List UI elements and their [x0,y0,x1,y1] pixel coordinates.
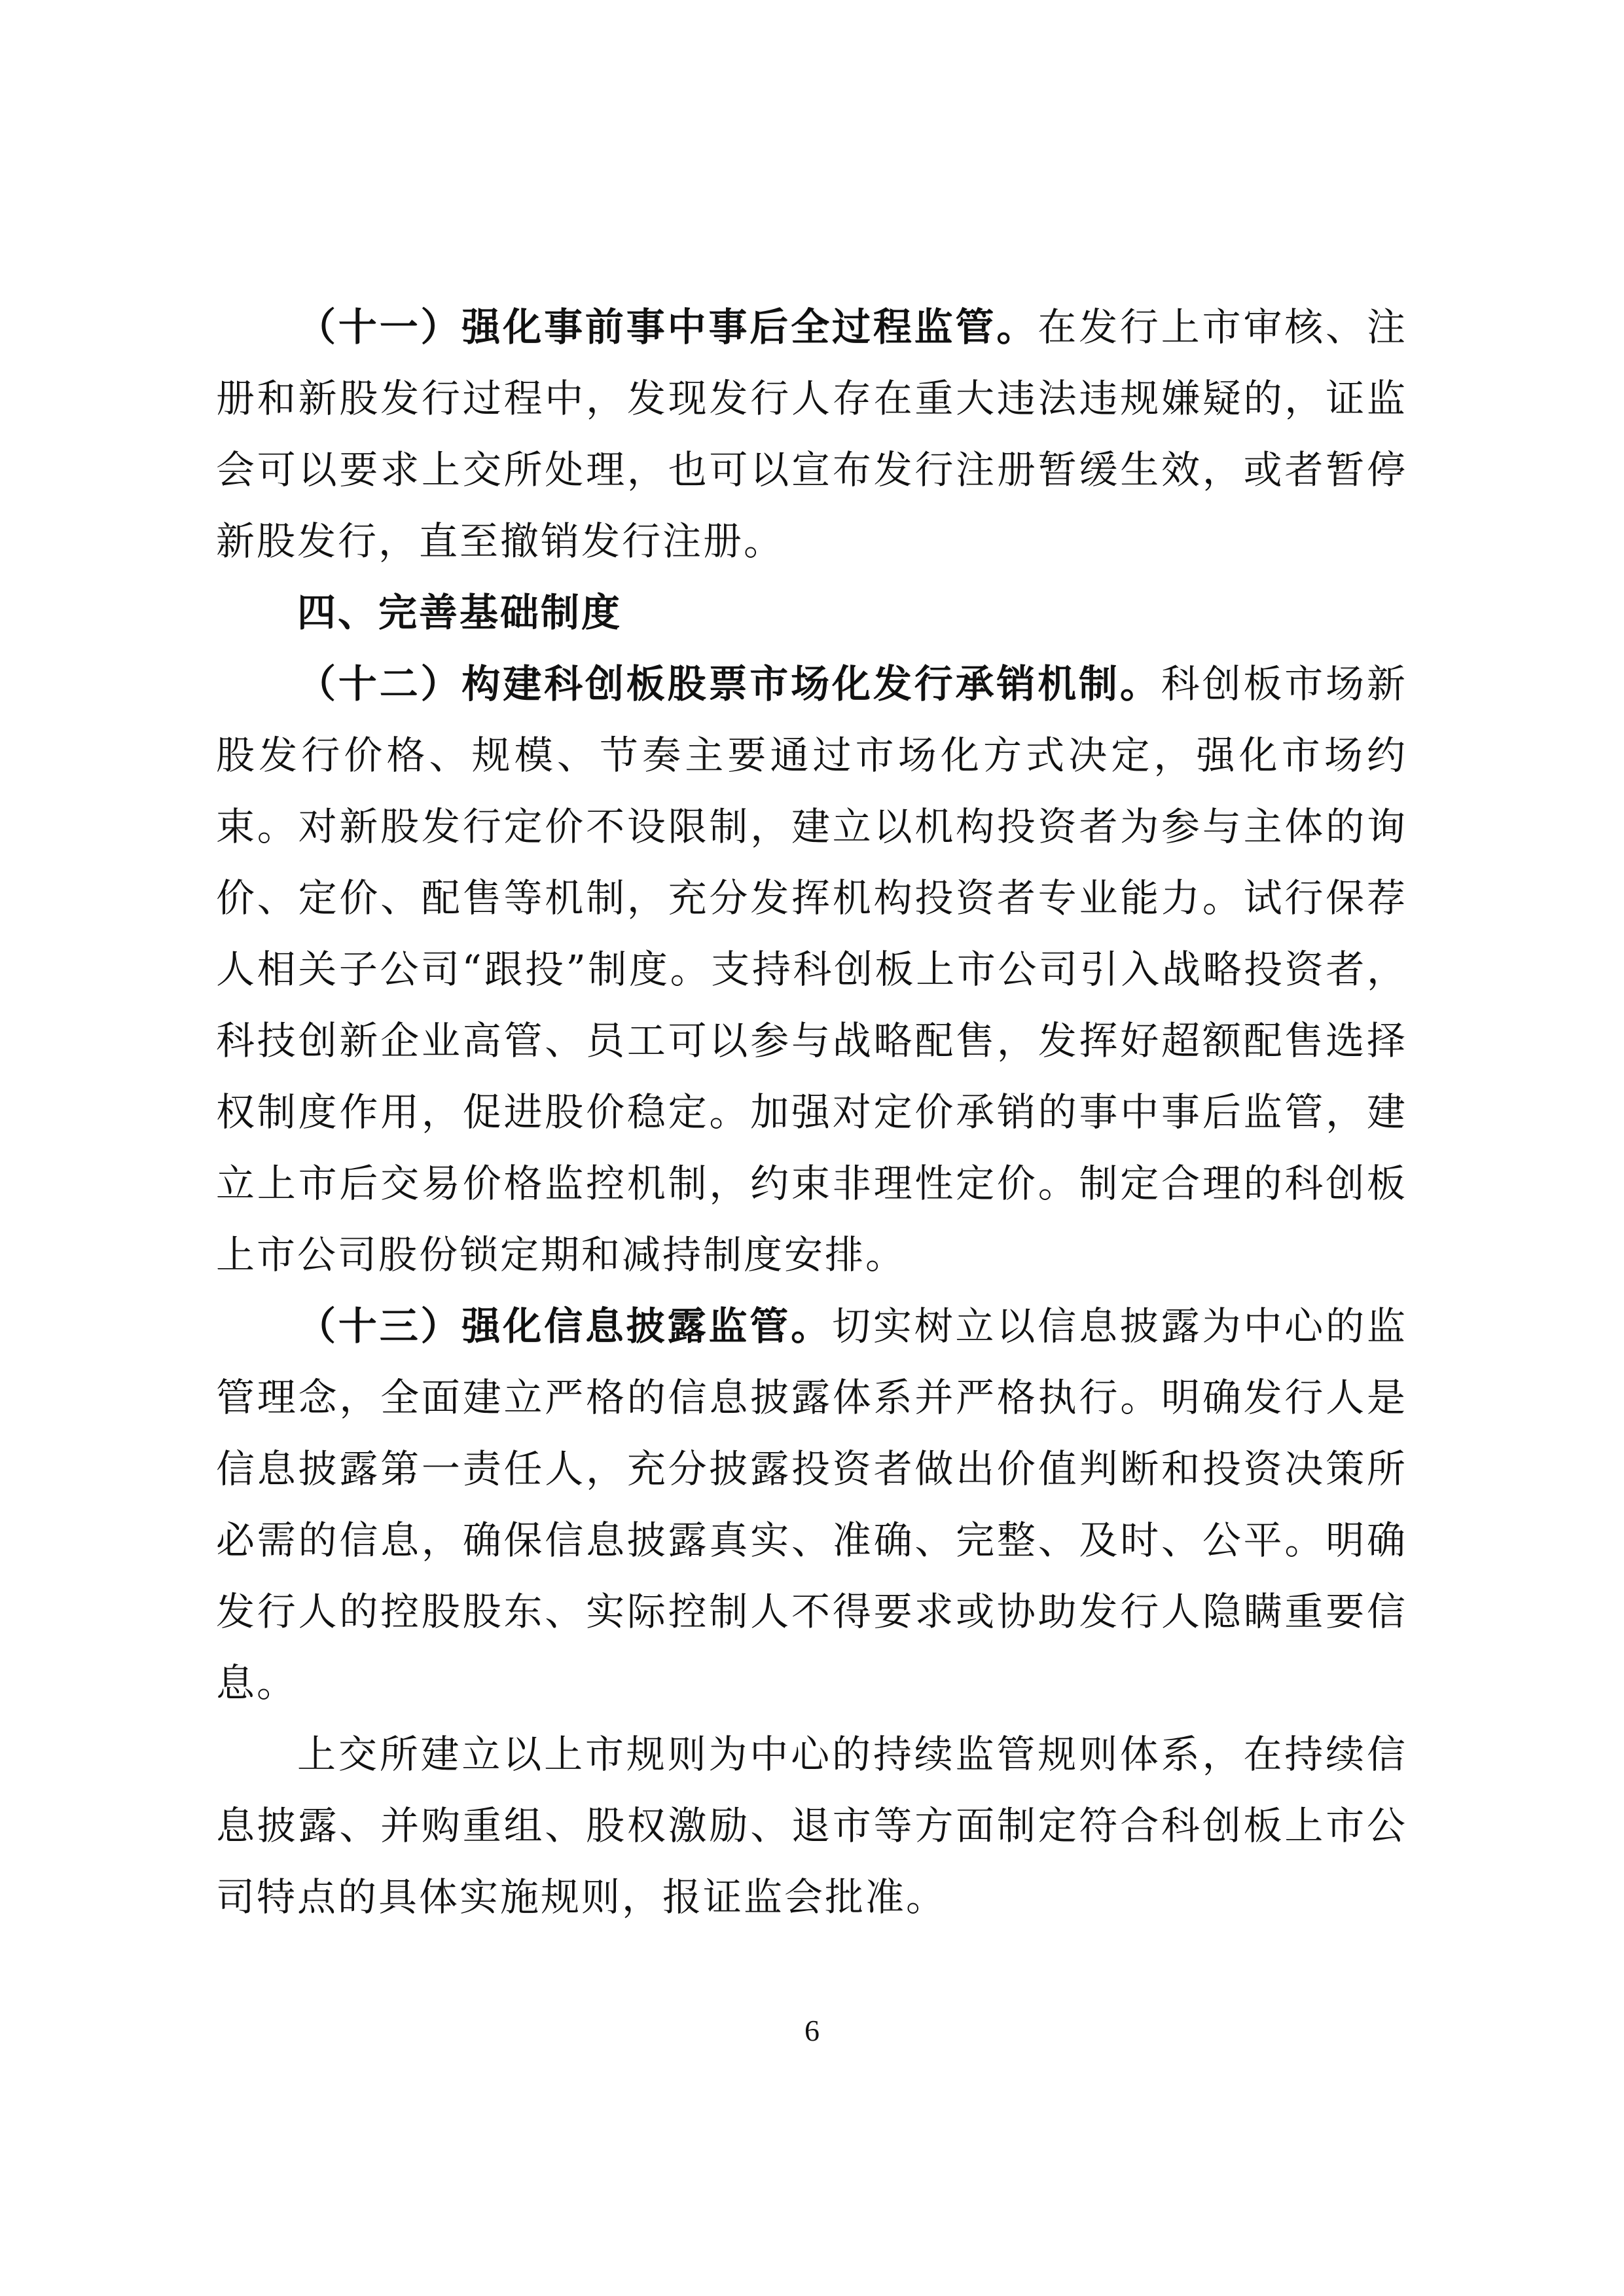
paragraph-sse-rules [216,1719,1407,1933]
paragraph-twelve-text: 科创板市场新股发行价格、规模、节奏主要通过市场化方式决定，强化市场约束。对新股发行定价不设限制，建立以机构投资者为参与主体的询价、定价、配售等机制，充分发挥机构投资者专业能力。试行保荐人相关子公司“跟投”制度。支持科创板上市公司引入战略投资者，科技创新企业高管、员工可以参与战略配售，发挥好超额配售选择权制度作用，促进股价稳定。加强对定价承销的事中事后监管，建立上市后交易价格监控机制，约束非理性定价。制定合理的科创板上市公司股份锁定期和减持制度安排。 [216,661,1407,1277]
paragraph-twelve [216,648,1407,1290]
document-body [216,291,1407,1933]
paragraph-twelve-heading: （十二）构建科创板股票市场化发行承销机制。 [297,661,1161,706]
paragraph-thirteen-heading: （十三）强化信息披露监管。 [297,1303,832,1349]
paragraph-thirteen [216,1290,1407,1719]
paragraph-eleven-heading: （十一）强化事前事中事后全过程监管。 [297,304,1038,350]
paragraph-eleven [216,291,1407,577]
paragraph-eleven-text: 在发行上市审核、注册和新股发行过程中，发现发行人存在重大违法违规嫌疑的，证监会可以要求上交所处理，也可以宣布发行注册暂缓生效，或者暂停新股发行，直至撤销发行注册。 [216,304,1407,564]
section-heading-four: 四、完善基础制度 [297,590,623,635]
paragraph-thirteen-text: 切实树立以信息披露为中心的监管理念，全面建立严格的信息披露体系并严格执行。明确发行人是信息披露第一责任人，充分披露投资者做出价值判断和投资决策所必需的信息，确保信息披露真实、准确、完整、及时、公平。明确发行人的控股股东、实际控制人不得要求或协助发行人隐瞒重要信息。 [216,1303,1407,1705]
paragraph-sse-rules-text: 上交所建立以上市规则为中心的持续监管规则体系，在持续信息披露、并购重组、股权激励、退市等方面制定符合科创板上市公司特点的具体实施规则，报证监会批准。 [216,1732,1407,1920]
page-number: 6 [804,2014,820,2047]
